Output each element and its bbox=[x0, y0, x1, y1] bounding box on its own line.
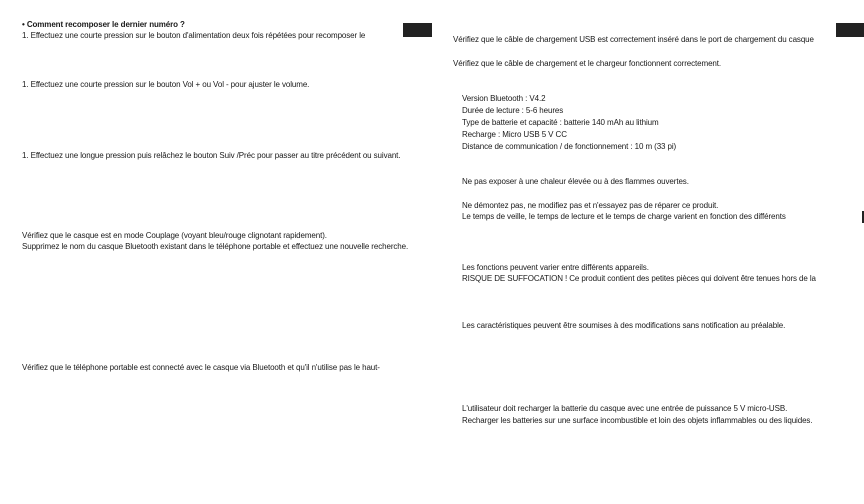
specs-change-note: Les caractéristiques peuvent être soumises à des modifications sans notification au préalable. bbox=[462, 321, 786, 330]
track-instruction: 1. Effectuez une longue pression puis relâchez le bouton Suiv /Préc pour passer au titre précédent ou suivant. bbox=[22, 151, 401, 160]
right-page bbox=[432, 0, 864, 504]
user-charge-note: L'utilisateur doit recharger la batterie du casque avec une entrée de puissance 5 V micro-USB. bbox=[462, 404, 788, 413]
pairing-reset: Supprimez le nom du casque Bluetooth existant dans le téléphone portable et effectuez une nouvelle recherche. bbox=[22, 242, 409, 251]
functions-vary-note: Les fonctions peuvent varier entre différents appareils. bbox=[462, 263, 649, 272]
spec-bluetooth: Version Bluetooth : V4.2 bbox=[462, 94, 546, 103]
page-tab-marker-right bbox=[836, 23, 864, 37]
redial-instruction: 1. Effectuez une courte pression sur le bouton d'alimentation deux fois répétées pour recomposer le bbox=[22, 31, 366, 40]
spec-range: Distance de communication / de fonctionnement : 10 m (33 pi) bbox=[462, 142, 677, 151]
pairing-check: Vérifiez que le casque est en mode Couplage (voyant bleu/rouge clignotant rapidement). bbox=[22, 231, 327, 240]
charge-cable-check: Vérifiez que le câble de chargement USB est correctement inséré dans le port de chargement du casque bbox=[453, 35, 814, 44]
times-vary-note: Le temps de veille, le temps de lecture et le temps de charge varient en fonction des différents bbox=[462, 212, 786, 221]
charge-surface-note: Recharger les batteries sur une surface incombustible et loin des objets inflammables ou des liquides. bbox=[462, 416, 813, 425]
disassemble-warning: Ne démontez pas, ne modifiez pas et n'essayez pas de réparer ce produit. bbox=[462, 201, 719, 210]
charger-check: Vérifiez que le câble de chargement et le chargeur fonctionnent correctement. bbox=[453, 59, 722, 68]
heat-warning: Ne pas exposer à une chaleur élevée ou à des flammes ouvertes. bbox=[462, 177, 689, 186]
spec-charging: Recharge : Micro USB 5 V CC bbox=[462, 130, 567, 139]
spec-battery: Type de batterie et capacité : batterie 140 mAh au lithium bbox=[462, 118, 659, 127]
spec-playtime: Durée de lecture : 5-6 heures bbox=[462, 106, 564, 115]
page-tab-marker bbox=[403, 23, 432, 37]
connection-check: Vérifiez que le téléphone portable est connecté avec le casque via Bluetooth et qu'il n'utilise pas le haut- bbox=[22, 363, 380, 372]
suffocation-warning: RISQUE DE SUFFOCATION ! Ce produit contient des petites pièces qui doivent être tenues hors de la bbox=[462, 274, 816, 283]
redial-heading: • Comment recomposer le dernier numéro ? bbox=[22, 20, 185, 29]
volume-instruction: 1. Effectuez une courte pression sur le bouton Vol + ou Vol - pour ajuster le volume. bbox=[22, 80, 310, 89]
